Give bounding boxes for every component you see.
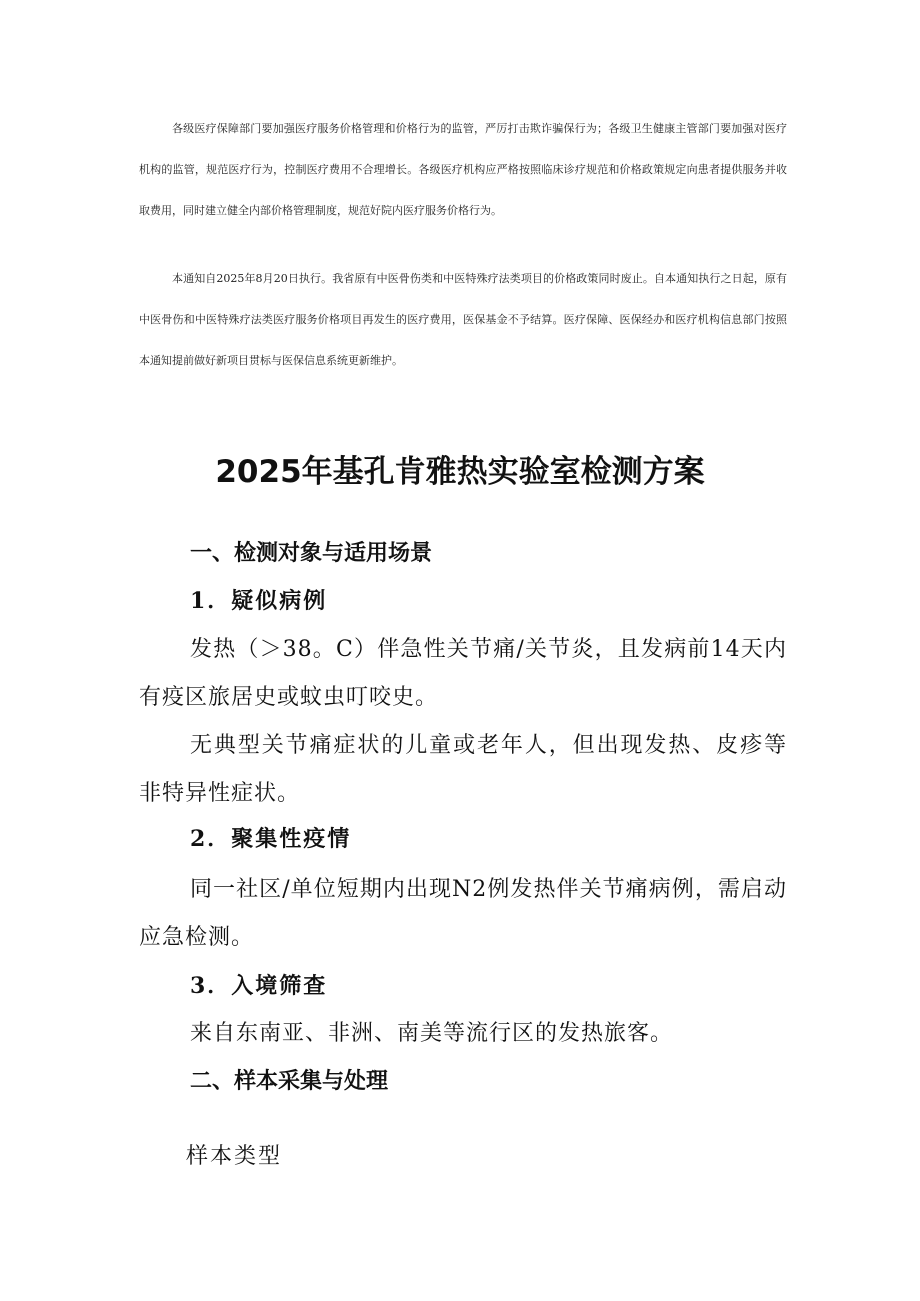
notice-paragraph-supervision: 各级医疗保障部门要加强医疗服务价格管理和价格行为的监管，严厉打击欺诈骗保行为；各级卫生健康主管部门要加强对医疗机构的监管，规范医疗行为，控制医疗费用不合理增长。各级医疗机构应严格按照临床诊疗规范和价格政策规定向患者提供服务并收取费用，同时建立健全内部价格管理制度，规范好院内医疗服务价格行为。 [139, 122, 787, 217]
subheading-entry-screening: 3．入境筛查 [190, 973, 328, 999]
section-heading-detection-targets: 一、检测对象与适用场景 [190, 541, 433, 566]
paragraph-entry-screening: 来自东南亚、非洲、南美等流行区的发热旅客。 [190, 1021, 674, 1046]
subheading-suspected-cases: 1．疑似病例 [190, 588, 328, 614]
paragraph-cluster-outbreak: 同一社区/单位短期内出现N2例发热伴关节痛病例，需启动应急检测。 [139, 877, 787, 950]
label-sample-type: 样本类型 [186, 1144, 283, 1169]
paragraph-atypical-symptoms: 无典型关节痛症状的儿童或老年人，但出现发热、皮疹等非特异性症状。 [139, 733, 787, 806]
paragraph-suspected-case-criteria: 发热（＞38。C）伴急性关节痛/关节炎，且发病前14天内有疫区旅居史或蚊虫叮咬史。 [139, 637, 787, 710]
section-heading-sample-collection: 二、样本采集与处理 [190, 1069, 389, 1094]
document-title: 2025年基孔肯雅热实验室检测方案 [215, 454, 705, 490]
notice-paragraph-effective-date: 本通知自2025年8月20日执行。我省原有中医骨伤类和中医特殊疗法类项目的价格政策同时废止。自本通知执行之日起，原有中医骨伤和中医特殊疗法类医疗服务价格项目再发生的医疗费用，医保基金不予结算。医疗保障、医保经办和医疗机构信息部门按照本通知提前做好新项目贯标与医保信息系统更新维护。 [139, 272, 787, 367]
subheading-cluster-outbreak: 2．聚集性疫情 [190, 826, 352, 852]
